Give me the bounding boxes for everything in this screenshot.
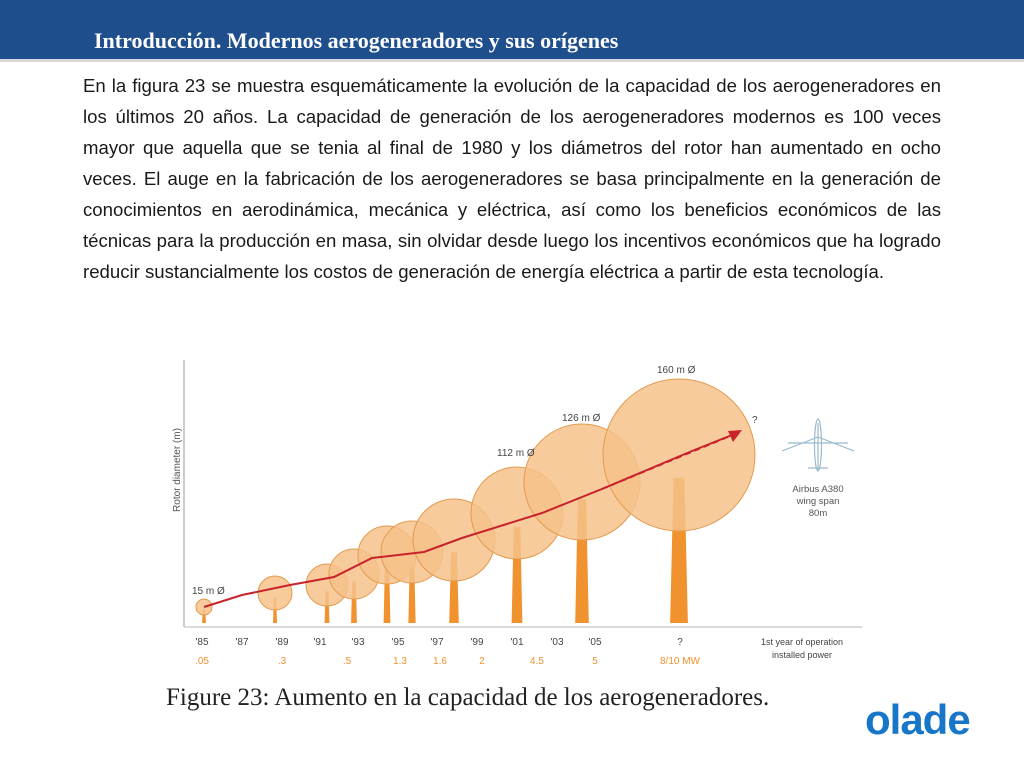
year-label: '85 <box>195 637 209 648</box>
year-labels <box>195 637 683 648</box>
wind-turbine-figure <box>162 355 862 685</box>
year-label: '95 <box>391 637 405 648</box>
power-label: 1.6 <box>433 656 447 667</box>
year-label: '01 <box>510 637 524 648</box>
olade-logo: olade <box>865 696 970 743</box>
power-label: 4.5 <box>530 656 544 667</box>
year-label: '93 <box>351 637 365 648</box>
power-label: 8/10 MW <box>659 656 701 667</box>
label-15m: 15 m Ø <box>192 586 225 597</box>
legend-year: 1st year of operation <box>760 637 844 647</box>
power-labels <box>195 656 701 667</box>
year-label: '03 <box>550 637 564 648</box>
year-label: ? <box>677 637 683 648</box>
rotor-circle <box>603 379 755 531</box>
year-label: '87 <box>235 637 249 648</box>
label-question: ? <box>752 415 758 426</box>
figure-caption: Figure 23: Aumento en la capacidad de los aerogeneradores. <box>166 684 770 711</box>
airbus-label: Airbus A380 <box>792 484 844 495</box>
label-160m: 160 m Ø <box>657 365 696 376</box>
body-paragraph: En la figura 23 se muestra esquemáticamente la evolución de la capacidad de los aerogeneradores en los últimos 20 años. La capacidad de generación de los aerogeneradores modernos es 100 veces mayor que aquella que se tenia al final de 1980 y los diámetros del rotor han aumentado en ocho veces. El auge en la fabricación de los aerogeneradores se basa principalmente en la generación de conocimientos en aerodinámica, mecánica y eléctrica, así como los beneficios económicos de las técnicas para la producción en masa, sin olvidar desde luego los incentivos económicos que ha logrado reducir sustancialmente los costos de generación de energía eléctrica a partir de esta tecnología. <box>83 75 941 282</box>
year-label: '91 <box>313 637 327 648</box>
slide-title: Introducción. Modernos aerogeneradores y sus orígenes <box>94 28 619 53</box>
rotor-circle <box>258 576 292 610</box>
year-label: '99 <box>470 637 484 648</box>
turbine-evolution-graphic <box>162 355 862 685</box>
legend-power: installed power <box>771 650 833 660</box>
label-126m: 126 m Ø <box>562 413 601 424</box>
wingspan-value: 80m <box>808 508 828 519</box>
y-axis-label: Rotor diameter (m) <box>172 428 183 512</box>
power-label: .3 <box>277 656 287 667</box>
label-112m: 112 m Ø <box>497 448 535 459</box>
power-label: .05 <box>195 656 209 667</box>
power-label: 2 <box>479 656 485 667</box>
power-label: 5 <box>592 656 598 667</box>
year-label: '05 <box>588 637 602 648</box>
wingspan-label: wing span <box>796 496 840 507</box>
year-label: '97 <box>430 637 444 648</box>
airplane-icon <box>782 419 854 471</box>
year-label: '89 <box>275 637 289 648</box>
slide-header <box>0 0 1024 62</box>
power-label: 1.3 <box>393 656 407 667</box>
power-label: .5 <box>342 656 352 667</box>
